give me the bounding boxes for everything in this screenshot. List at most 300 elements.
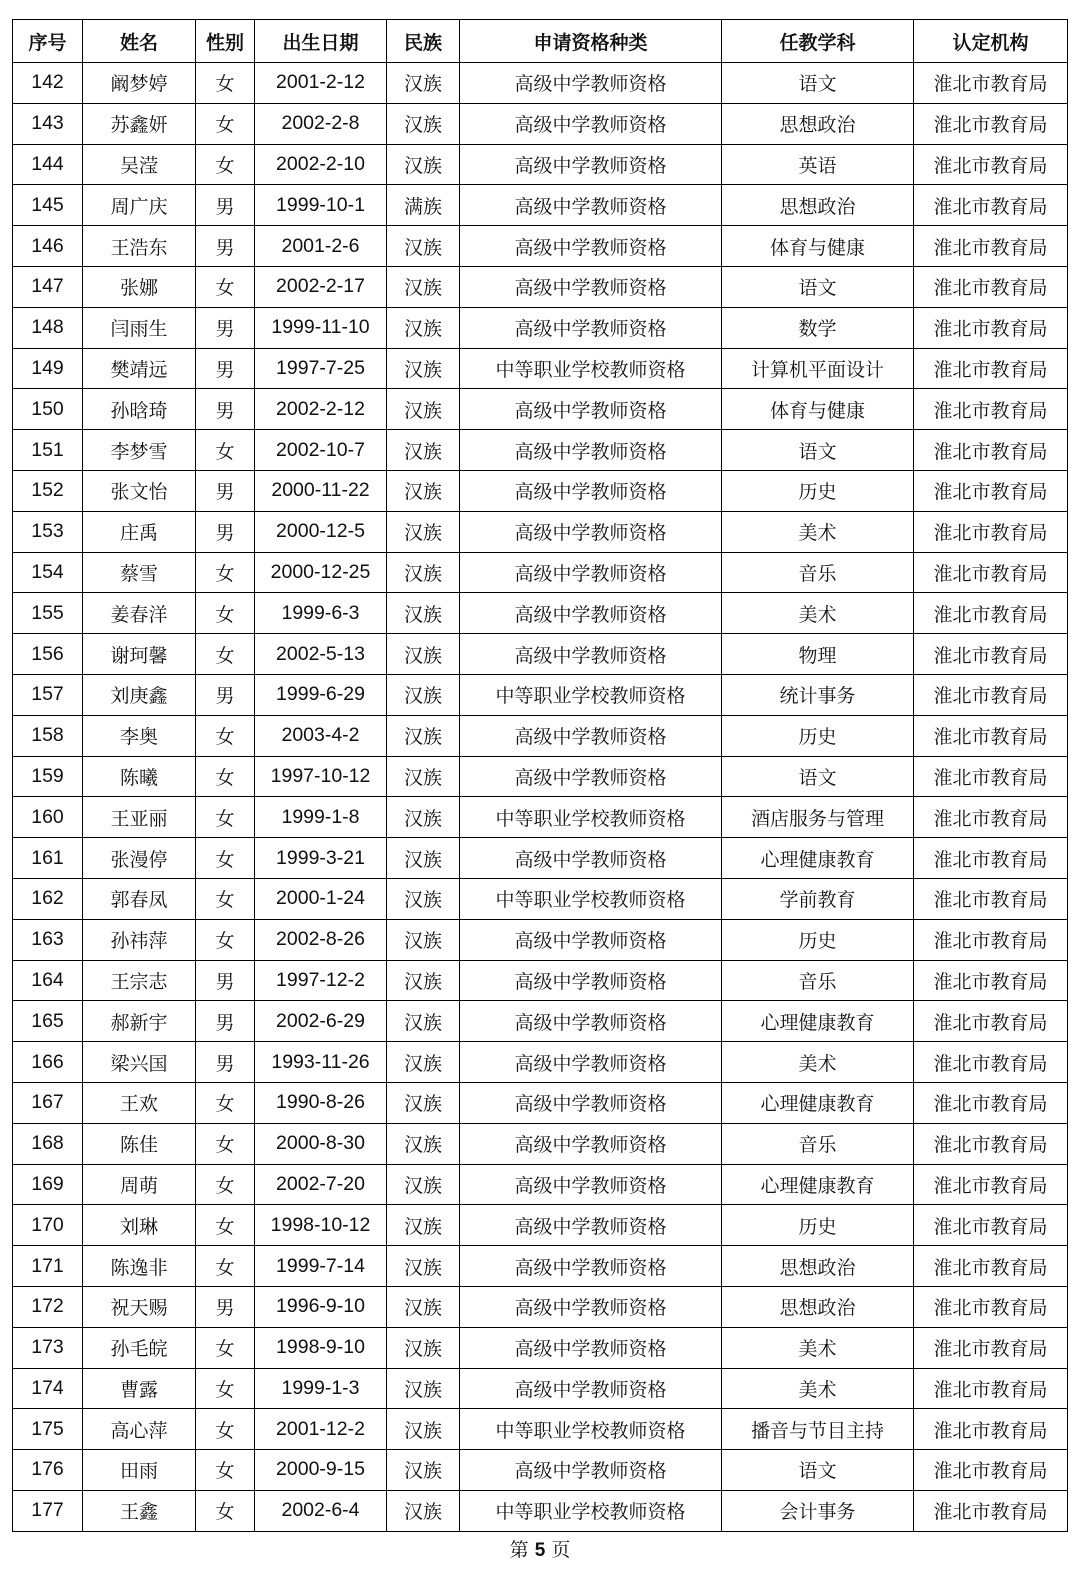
cell-qualification-type: 高级中学教师资格 — [460, 430, 722, 471]
cell-name: 庄禹 — [83, 511, 196, 552]
cell-ethnicity: 汉族 — [387, 1205, 460, 1246]
cell-certifying-agency: 淮北市教育局 — [914, 226, 1068, 267]
cell-name: 王欢 — [83, 1082, 196, 1123]
header-birth-date: 出生日期 — [255, 20, 387, 63]
cell-name: 吴滢 — [83, 144, 196, 185]
cell-subject: 音乐 — [722, 1123, 914, 1164]
table-row — [13, 634, 1068, 675]
table-row — [13, 1082, 1068, 1123]
cell-subject: 计算机平面设计 — [722, 348, 914, 389]
cell-name: 陈佳 — [83, 1123, 196, 1164]
cell-qualification-type: 高级中学教师资格 — [460, 1042, 722, 1083]
cell-name: 王浩东 — [83, 226, 196, 267]
table-row — [13, 1042, 1068, 1083]
cell-ethnicity: 汉族 — [387, 1001, 460, 1042]
cell-qualification-type: 高级中学教师资格 — [460, 1327, 722, 1368]
table-row — [13, 960, 1068, 1001]
cell-gender: 女 — [196, 715, 255, 756]
cell-birth-date: 1993-11-26 — [255, 1042, 387, 1083]
table-row — [13, 1001, 1068, 1042]
cell-ethnicity: 汉族 — [387, 1164, 460, 1205]
cell-gender: 男 — [196, 1286, 255, 1327]
cell-ethnicity: 汉族 — [387, 1123, 460, 1164]
cell-gender: 男 — [196, 307, 255, 348]
cell-gender: 女 — [196, 1450, 255, 1491]
cell-qualification-type: 高级中学教师资格 — [460, 1205, 722, 1246]
cell-name: 周萌 — [83, 1164, 196, 1205]
cell-gender: 女 — [196, 63, 255, 104]
cell-qualification-type: 高级中学教师资格 — [460, 634, 722, 675]
cell-subject: 历史 — [722, 715, 914, 756]
cell-subject: 心理健康教育 — [722, 838, 914, 879]
cell-qualification-type: 高级中学教师资格 — [460, 1450, 722, 1491]
cell-serial: 149 — [13, 348, 83, 389]
cell-certifying-agency: 淮北市教育局 — [914, 552, 1068, 593]
table-row — [13, 756, 1068, 797]
cell-birth-date: 2000-12-25 — [255, 552, 387, 593]
header-certifying-agency: 认定机构 — [914, 20, 1068, 63]
cell-birth-date: 1999-7-14 — [255, 1246, 387, 1287]
header-name: 姓名 — [83, 20, 196, 63]
cell-certifying-agency: 淮北市教育局 — [914, 389, 1068, 430]
cell-subject: 美术 — [722, 593, 914, 634]
cell-subject: 历史 — [722, 1205, 914, 1246]
cell-gender: 女 — [196, 1164, 255, 1205]
cell-birth-date: 1998-9-10 — [255, 1327, 387, 1368]
cell-gender: 女 — [196, 1409, 255, 1450]
cell-certifying-agency: 淮北市教育局 — [914, 878, 1068, 919]
cell-serial: 163 — [13, 919, 83, 960]
cell-subject: 心理健康教育 — [722, 1082, 914, 1123]
cell-certifying-agency: 淮北市教育局 — [914, 756, 1068, 797]
cell-qualification-type: 高级中学教师资格 — [460, 470, 722, 511]
cell-serial: 157 — [13, 674, 83, 715]
cell-ethnicity: 汉族 — [387, 63, 460, 104]
page-footer — [0, 1535, 1080, 1562]
cell-name: 陈逸非 — [83, 1246, 196, 1287]
cell-ethnicity: 汉族 — [387, 919, 460, 960]
cell-subject: 美术 — [722, 1327, 914, 1368]
table-row — [13, 103, 1068, 144]
cell-gender: 女 — [196, 1082, 255, 1123]
cell-qualification-type: 中等职业学校教师资格 — [460, 878, 722, 919]
table-row — [13, 389, 1068, 430]
cell-certifying-agency: 淮北市教育局 — [914, 715, 1068, 756]
cell-certifying-agency: 淮北市教育局 — [914, 634, 1068, 675]
table-row — [13, 470, 1068, 511]
cell-birth-date: 1999-6-29 — [255, 674, 387, 715]
cell-ethnicity: 汉族 — [387, 878, 460, 919]
cell-ethnicity: 汉族 — [387, 1368, 460, 1409]
cell-serial: 155 — [13, 593, 83, 634]
cell-certifying-agency: 淮北市教育局 — [914, 593, 1068, 634]
table-row — [13, 1409, 1068, 1450]
cell-subject: 统计事务 — [722, 674, 914, 715]
cell-qualification-type: 高级中学教师资格 — [460, 103, 722, 144]
cell-gender: 女 — [196, 797, 255, 838]
table-row — [13, 185, 1068, 226]
cell-qualification-type: 高级中学教师资格 — [460, 307, 722, 348]
cell-qualification-type: 高级中学教师资格 — [460, 756, 722, 797]
cell-subject: 语文 — [722, 430, 914, 471]
table-row — [13, 1164, 1068, 1205]
cell-name: 郭春凤 — [83, 878, 196, 919]
cell-certifying-agency: 淮北市教育局 — [914, 511, 1068, 552]
cell-serial: 167 — [13, 1082, 83, 1123]
cell-name: 樊靖远 — [83, 348, 196, 389]
cell-subject: 语文 — [722, 1450, 914, 1491]
cell-qualification-type: 高级中学教师资格 — [460, 1286, 722, 1327]
cell-certifying-agency: 淮北市教育局 — [914, 1327, 1068, 1368]
cell-qualification-type: 高级中学教师资格 — [460, 552, 722, 593]
cell-serial: 156 — [13, 634, 83, 675]
table-row — [13, 63, 1068, 104]
header-gender: 性别 — [196, 20, 255, 63]
cell-name: 闫雨生 — [83, 307, 196, 348]
cell-ethnicity: 汉族 — [387, 838, 460, 879]
cell-gender: 男 — [196, 470, 255, 511]
cell-certifying-agency: 淮北市教育局 — [914, 1164, 1068, 1205]
cell-serial: 169 — [13, 1164, 83, 1205]
cell-birth-date: 2002-8-26 — [255, 919, 387, 960]
cell-ethnicity: 汉族 — [387, 593, 460, 634]
cell-qualification-type: 高级中学教师资格 — [460, 838, 722, 879]
cell-qualification-type: 高级中学教师资格 — [460, 1082, 722, 1123]
cell-name: 孙毛皖 — [83, 1327, 196, 1368]
cell-ethnicity: 汉族 — [387, 1490, 460, 1531]
cell-birth-date: 2002-2-8 — [255, 103, 387, 144]
cell-subject: 数学 — [722, 307, 914, 348]
cell-birth-date: 2002-6-4 — [255, 1490, 387, 1531]
cell-subject: 思想政治 — [722, 1286, 914, 1327]
cell-subject: 体育与健康 — [722, 226, 914, 267]
cell-serial: 170 — [13, 1205, 83, 1246]
cell-name: 阚梦婷 — [83, 63, 196, 104]
cell-birth-date: 1990-8-26 — [255, 1082, 387, 1123]
cell-serial: 166 — [13, 1042, 83, 1083]
cell-subject: 酒店服务与管理 — [722, 797, 914, 838]
cell-gender: 女 — [196, 878, 255, 919]
cell-ethnicity: 汉族 — [387, 348, 460, 389]
cell-certifying-agency: 淮北市教育局 — [914, 103, 1068, 144]
cell-certifying-agency: 淮北市教育局 — [914, 919, 1068, 960]
cell-subject: 语文 — [722, 63, 914, 104]
cell-certifying-agency: 淮北市教育局 — [914, 307, 1068, 348]
cell-serial: 150 — [13, 389, 83, 430]
table-row — [13, 552, 1068, 593]
cell-subject: 学前教育 — [722, 878, 914, 919]
cell-qualification-type: 高级中学教师资格 — [460, 511, 722, 552]
cell-gender: 男 — [196, 185, 255, 226]
cell-gender: 女 — [196, 1246, 255, 1287]
cell-name: 陈曦 — [83, 756, 196, 797]
cell-birth-date: 2001-2-12 — [255, 63, 387, 104]
cell-certifying-agency: 淮北市教育局 — [914, 1450, 1068, 1491]
cell-subject: 美术 — [722, 1042, 914, 1083]
cell-qualification-type: 中等职业学校教师资格 — [460, 1409, 722, 1450]
cell-name: 王宗志 — [83, 960, 196, 1001]
cell-certifying-agency: 淮北市教育局 — [914, 960, 1068, 1001]
cell-subject: 语文 — [722, 266, 914, 307]
cell-name: 张漫停 — [83, 838, 196, 879]
cell-gender: 女 — [196, 1368, 255, 1409]
page-number: 5 — [534, 1540, 546, 1561]
cell-ethnicity: 汉族 — [387, 715, 460, 756]
certification-table-container — [12, 19, 1067, 1532]
cell-ethnicity: 汉族 — [387, 1042, 460, 1083]
cell-birth-date: 1996-9-10 — [255, 1286, 387, 1327]
table-row — [13, 226, 1068, 267]
cell-qualification-type: 高级中学教师资格 — [460, 389, 722, 430]
cell-serial: 173 — [13, 1327, 83, 1368]
cell-gender: 女 — [196, 593, 255, 634]
cell-gender: 男 — [196, 674, 255, 715]
cell-birth-date: 2001-12-2 — [255, 1409, 387, 1450]
cell-serial: 144 — [13, 144, 83, 185]
cell-qualification-type: 中等职业学校教师资格 — [460, 797, 722, 838]
cell-birth-date: 1999-10-1 — [255, 185, 387, 226]
cell-serial: 146 — [13, 226, 83, 267]
cell-subject: 心理健康教育 — [722, 1001, 914, 1042]
cell-birth-date: 2003-4-2 — [255, 715, 387, 756]
cell-qualification-type: 中等职业学校教师资格 — [460, 348, 722, 389]
cell-name: 张文怡 — [83, 470, 196, 511]
cell-gender: 男 — [196, 389, 255, 430]
cell-serial: 175 — [13, 1409, 83, 1450]
cell-birth-date: 1997-7-25 — [255, 348, 387, 389]
table-row — [13, 348, 1068, 389]
cell-birth-date: 1999-1-3 — [255, 1368, 387, 1409]
cell-ethnicity: 汉族 — [387, 144, 460, 185]
table-row — [13, 1286, 1068, 1327]
cell-ethnicity: 汉族 — [387, 756, 460, 797]
cell-ethnicity: 汉族 — [387, 266, 460, 307]
cell-certifying-agency: 淮北市教育局 — [914, 1205, 1068, 1246]
table-row — [13, 1368, 1068, 1409]
cell-gender: 女 — [196, 1490, 255, 1531]
cell-gender: 男 — [196, 226, 255, 267]
cell-certifying-agency: 淮北市教育局 — [914, 1246, 1068, 1287]
cell-name: 曹露 — [83, 1368, 196, 1409]
table-row — [13, 593, 1068, 634]
cell-birth-date: 1997-12-2 — [255, 960, 387, 1001]
cell-ethnicity: 汉族 — [387, 307, 460, 348]
header-serial: 序号 — [13, 20, 83, 63]
cell-serial: 154 — [13, 552, 83, 593]
cell-certifying-agency: 淮北市教育局 — [914, 1409, 1068, 1450]
cell-serial: 153 — [13, 511, 83, 552]
cell-certifying-agency: 淮北市教育局 — [914, 266, 1068, 307]
cell-serial: 143 — [13, 103, 83, 144]
cell-certifying-agency: 淮北市教育局 — [914, 144, 1068, 185]
cell-serial: 165 — [13, 1001, 83, 1042]
cell-gender: 女 — [196, 634, 255, 675]
cell-subject: 历史 — [722, 470, 914, 511]
cell-subject: 美术 — [722, 1368, 914, 1409]
cell-serial: 147 — [13, 266, 83, 307]
cell-subject: 历史 — [722, 919, 914, 960]
table-row — [13, 307, 1068, 348]
cell-gender: 女 — [196, 266, 255, 307]
cell-birth-date: 1997-10-12 — [255, 756, 387, 797]
cell-birth-date: 1999-1-8 — [255, 797, 387, 838]
cell-qualification-type: 中等职业学校教师资格 — [460, 674, 722, 715]
cell-gender: 女 — [196, 1327, 255, 1368]
cell-serial: 142 — [13, 63, 83, 104]
cell-name: 高心萍 — [83, 1409, 196, 1450]
cell-name: 李奥 — [83, 715, 196, 756]
cell-ethnicity: 汉族 — [387, 470, 460, 511]
cell-name: 祝天赐 — [83, 1286, 196, 1327]
table-body — [13, 63, 1068, 1532]
cell-name: 姜春洋 — [83, 593, 196, 634]
page-prefix: 第 — [509, 1539, 529, 1561]
cell-name: 田雨 — [83, 1450, 196, 1491]
cell-ethnicity: 汉族 — [387, 1409, 460, 1450]
cell-serial: 176 — [13, 1450, 83, 1491]
cell-serial: 148 — [13, 307, 83, 348]
cell-qualification-type: 高级中学教师资格 — [460, 1123, 722, 1164]
cell-birth-date: 2002-6-29 — [255, 1001, 387, 1042]
cell-name: 王鑫 — [83, 1490, 196, 1531]
cell-certifying-agency: 淮北市教育局 — [914, 797, 1068, 838]
cell-ethnicity: 汉族 — [387, 1450, 460, 1491]
table-row — [13, 715, 1068, 756]
cell-certifying-agency: 淮北市教育局 — [914, 1082, 1068, 1123]
cell-birth-date: 2000-12-5 — [255, 511, 387, 552]
cell-serial: 158 — [13, 715, 83, 756]
table-row — [13, 430, 1068, 471]
cell-birth-date: 1999-3-21 — [255, 838, 387, 879]
cell-birth-date: 2000-9-15 — [255, 1450, 387, 1491]
cell-name: 梁兴国 — [83, 1042, 196, 1083]
table-row — [13, 919, 1068, 960]
cell-gender: 女 — [196, 552, 255, 593]
cell-subject: 体育与健康 — [722, 389, 914, 430]
cell-serial: 145 — [13, 185, 83, 226]
cell-certifying-agency: 淮北市教育局 — [914, 1123, 1068, 1164]
cell-serial: 159 — [13, 756, 83, 797]
cell-birth-date: 1999-6-3 — [255, 593, 387, 634]
cell-qualification-type: 高级中学教师资格 — [460, 185, 722, 226]
cell-ethnicity: 汉族 — [387, 511, 460, 552]
cell-qualification-type: 高级中学教师资格 — [460, 226, 722, 267]
cell-birth-date: 1999-11-10 — [255, 307, 387, 348]
cell-ethnicity: 汉族 — [387, 103, 460, 144]
cell-birth-date: 2002-2-17 — [255, 266, 387, 307]
cell-serial: 161 — [13, 838, 83, 879]
cell-certifying-agency: 淮北市教育局 — [914, 63, 1068, 104]
cell-serial: 172 — [13, 1286, 83, 1327]
cell-gender: 女 — [196, 919, 255, 960]
cell-name: 王亚丽 — [83, 797, 196, 838]
cell-birth-date: 2002-2-10 — [255, 144, 387, 185]
cell-ethnicity: 汉族 — [387, 634, 460, 675]
cell-ethnicity: 汉族 — [387, 1327, 460, 1368]
cell-qualification-type: 高级中学教师资格 — [460, 593, 722, 634]
cell-qualification-type: 高级中学教师资格 — [460, 1368, 722, 1409]
cell-birth-date: 2002-7-20 — [255, 1164, 387, 1205]
cell-gender: 女 — [196, 103, 255, 144]
cell-birth-date: 2000-1-24 — [255, 878, 387, 919]
cell-certifying-agency: 淮北市教育局 — [914, 1042, 1068, 1083]
cell-serial: 162 — [13, 878, 83, 919]
cell-ethnicity: 汉族 — [387, 960, 460, 1001]
cell-certifying-agency: 淮北市教育局 — [914, 838, 1068, 879]
cell-qualification-type: 高级中学教师资格 — [460, 144, 722, 185]
cell-name: 谢珂馨 — [83, 634, 196, 675]
teacher-certification-table — [12, 19, 1068, 1532]
cell-certifying-agency: 淮北市教育局 — [914, 674, 1068, 715]
table-row — [13, 797, 1068, 838]
cell-birth-date: 2002-10-7 — [255, 430, 387, 471]
table-header-row — [13, 20, 1068, 63]
cell-subject: 语文 — [722, 756, 914, 797]
cell-birth-date: 2002-5-13 — [255, 634, 387, 675]
cell-subject: 思想政治 — [722, 1246, 914, 1287]
header-subject: 任教学科 — [722, 20, 914, 63]
cell-birth-date: 2002-2-12 — [255, 389, 387, 430]
cell-serial: 152 — [13, 470, 83, 511]
cell-name: 周广庆 — [83, 185, 196, 226]
cell-serial: 177 — [13, 1490, 83, 1531]
table-row — [13, 838, 1068, 879]
cell-name: 刘庚鑫 — [83, 674, 196, 715]
cell-gender: 女 — [196, 144, 255, 185]
cell-gender: 女 — [196, 838, 255, 879]
cell-ethnicity: 汉族 — [387, 797, 460, 838]
cell-serial: 174 — [13, 1368, 83, 1409]
cell-name: 孙祎萍 — [83, 919, 196, 960]
cell-subject: 美术 — [722, 511, 914, 552]
cell-serial: 151 — [13, 430, 83, 471]
table-row — [13, 511, 1068, 552]
cell-name: 郝新宇 — [83, 1001, 196, 1042]
cell-subject: 心理健康教育 — [722, 1164, 914, 1205]
cell-gender: 男 — [196, 1001, 255, 1042]
cell-subject: 思想政治 — [722, 185, 914, 226]
cell-subject: 会计事务 — [722, 1490, 914, 1531]
cell-qualification-type: 高级中学教师资格 — [460, 919, 722, 960]
table-row — [13, 1246, 1068, 1287]
cell-ethnicity: 汉族 — [387, 226, 460, 267]
table-row — [13, 674, 1068, 715]
table-row — [13, 266, 1068, 307]
cell-certifying-agency: 淮北市教育局 — [914, 185, 1068, 226]
cell-subject: 播音与节目主持 — [722, 1409, 914, 1450]
cell-certifying-agency: 淮北市教育局 — [914, 1490, 1068, 1531]
cell-birth-date: 2000-11-22 — [255, 470, 387, 511]
table-row — [13, 1327, 1068, 1368]
cell-gender: 女 — [196, 1205, 255, 1246]
cell-ethnicity: 汉族 — [387, 1246, 460, 1287]
cell-gender: 男 — [196, 348, 255, 389]
cell-birth-date: 2000-8-30 — [255, 1123, 387, 1164]
cell-qualification-type: 高级中学教师资格 — [460, 960, 722, 1001]
cell-ethnicity: 汉族 — [387, 674, 460, 715]
table-row — [13, 144, 1068, 185]
cell-serial: 164 — [13, 960, 83, 1001]
cell-certifying-agency: 淮北市教育局 — [914, 1368, 1068, 1409]
table-row — [13, 878, 1068, 919]
cell-ethnicity: 汉族 — [387, 1286, 460, 1327]
cell-name: 李梦雪 — [83, 430, 196, 471]
page-suffix: 页 — [551, 1539, 571, 1561]
cell-ethnicity: 汉族 — [387, 1082, 460, 1123]
cell-subject: 音乐 — [722, 960, 914, 1001]
table-row — [13, 1123, 1068, 1164]
cell-name: 孙晗琦 — [83, 389, 196, 430]
